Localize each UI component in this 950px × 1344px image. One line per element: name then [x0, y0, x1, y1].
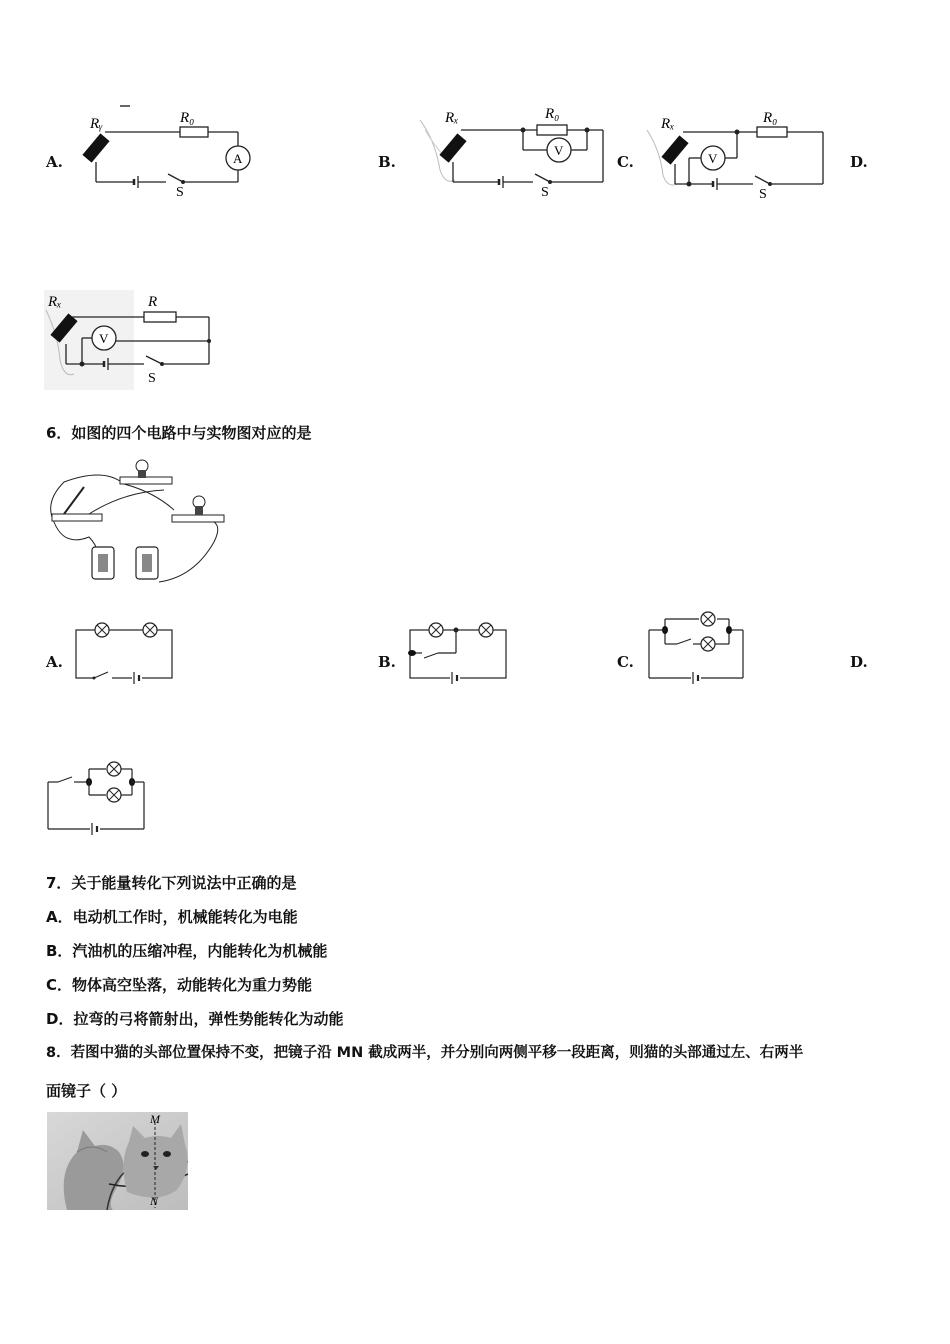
svg-text:S: S — [759, 187, 767, 202]
q5-option-d-label: D. — [850, 153, 868, 171]
q5-option-c-label: C. — [617, 153, 634, 171]
r0-resistor-icon — [757, 127, 787, 137]
q6-option-a-label: A. — [46, 653, 63, 671]
svg-text:S: S — [541, 185, 549, 200]
q7-title: 7．关于能量转化下列说法中正确的是 — [46, 874, 297, 892]
q5-option-b-label: B. — [378, 153, 396, 171]
rx-resistor-icon — [82, 133, 109, 162]
r0-resistor-icon — [180, 127, 208, 137]
q6-circuit-a — [74, 620, 178, 686]
svg-text:S: S — [148, 371, 156, 386]
svg-text:Rₓ: Rₓ — [48, 294, 62, 310]
r0-label: R₀ — [180, 110, 195, 126]
q5-circuit-b — [415, 100, 610, 210]
svg-text:R: R — [148, 294, 158, 310]
rx-label: Rᵧ — [90, 116, 103, 132]
q6-option-b-label: B. — [378, 653, 396, 671]
q6-physical-circuit-image — [44, 452, 234, 592]
svg-text:Rₓ: Rₓ — [445, 110, 459, 126]
q6-circuit-b — [408, 620, 512, 686]
q6-circuit-d — [44, 757, 152, 837]
q7-option-c: C．物体高空坠落，动能转化为重力势能 — [46, 976, 313, 994]
q6-option-d-label: D. — [850, 653, 868, 671]
rx-resistor-icon — [661, 135, 688, 164]
q5-circuit-d — [44, 290, 219, 390]
svg-text:V: V — [99, 331, 109, 346]
q8-question-line-1: 8．若图中猫的头部位置保持不变，把镜子沿 MN 截成两半，并分别向两侧平移一段距离，则猫的头部通过左、右两半 — [46, 1045, 804, 1061]
svg-text:A: A — [233, 151, 243, 166]
svg-text:S: S — [176, 185, 184, 200]
r0-resistor-icon — [144, 312, 176, 322]
mirror-label-n: N — [150, 1194, 159, 1208]
q6-option-c-label: C. — [617, 653, 634, 671]
q8-cat-mirror-photo — [47, 1112, 188, 1210]
q8-question-line-2: 面镜子（ ） — [46, 1082, 127, 1100]
r0-resistor-icon — [537, 125, 567, 135]
q5-circuit-c — [645, 100, 830, 210]
q7-option-a: A．电动机工作时，机械能转化为电能 — [46, 908, 298, 926]
q6-circuit-c — [645, 610, 749, 686]
q6-title: 6．如图的四个电路中与实物图对应的是 — [46, 424, 312, 442]
q5-option-a-label: A. — [46, 153, 63, 171]
svg-text:V: V — [554, 143, 564, 158]
rx-resistor-icon — [439, 133, 466, 162]
svg-text:R₀: R₀ — [545, 106, 560, 122]
switch-icon — [52, 514, 102, 521]
q5-circuit-a — [80, 100, 255, 200]
svg-text:R₀: R₀ — [763, 110, 778, 126]
mirror-label-m: M — [150, 1112, 160, 1126]
svg-text:Rₓ: Rₓ — [661, 116, 675, 132]
q7-option-b: B．汽油机的压缩冲程，内能转化为机械能 — [46, 942, 328, 960]
q7-option-d: D．拉弯的弓将箭射出，弹性势能转化为动能 — [46, 1010, 344, 1028]
svg-text:V: V — [708, 151, 718, 166]
